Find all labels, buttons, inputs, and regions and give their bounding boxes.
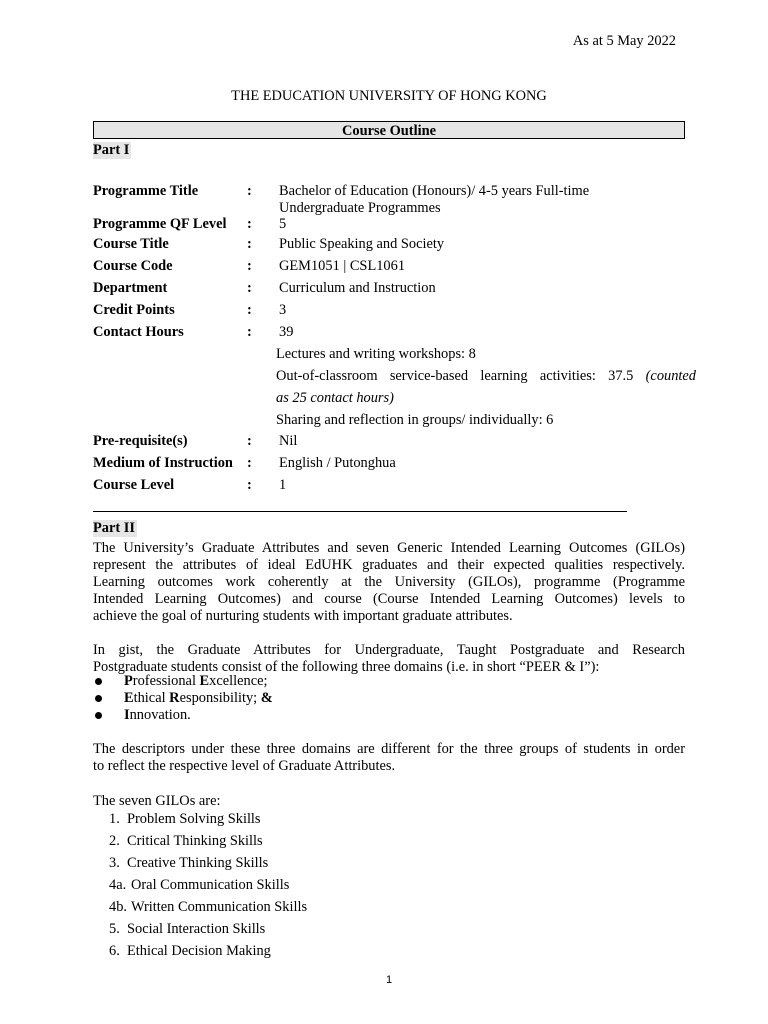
document-date: As at 5 May 2022 <box>572 33 676 49</box>
field-colon: : <box>247 236 252 252</box>
bullet-dot-icon <box>95 712 102 719</box>
field-label: Contact Hours <box>93 324 184 340</box>
field-colon: : <box>247 324 252 340</box>
section-divider <box>93 511 627 512</box>
gilo-number: 2. <box>109 833 120 849</box>
gilo-text: Critical Thinking Skills <box>127 833 263 849</box>
field-value: 39 <box>279 324 294 340</box>
bullet-dot-icon <box>95 695 102 702</box>
gilo-text: Ethical Decision Making <box>127 943 271 959</box>
field-value: English / Putonghua <box>279 455 396 471</box>
paragraph-descriptors <box>93 741 685 775</box>
gilo-number: 4b. <box>109 899 127 915</box>
field-value: 3 <box>279 302 287 318</box>
gilo-number: 3. <box>109 855 120 871</box>
field-colon: : <box>247 216 252 232</box>
gilo-text: Oral Communication Skills <box>131 877 290 893</box>
field-value-line-1: Bachelor of Education (Honours)/ 4-5 years Full-time <box>279 183 590 199</box>
gilo-text: Social Interaction Skills <box>127 921 266 937</box>
paragraph-line: represent the attributes of ideal EdUHK graduates and their expected qualities respectively. <box>93 557 685 573</box>
field-value: 5 <box>279 216 287 232</box>
field-colon: : <box>247 302 252 318</box>
field-label: Credit Points <box>93 302 175 318</box>
paragraph-line: Postgraduate students consist of the following three domains (i.e. in short “PEER & I”): <box>93 659 600 675</box>
field-label: Medium of Instruction <box>93 455 233 471</box>
field-label: Course Code <box>93 258 173 274</box>
field-label: Course Level <box>93 477 175 493</box>
contact-lectures: Lectures and writing workshops: 8 <box>276 346 476 362</box>
field-value: GEM1051 | CSL1061 <box>279 258 406 274</box>
contact-service-learning <box>276 368 696 385</box>
field-colon: : <box>247 280 252 296</box>
field-value: Curriculum and Instruction <box>279 280 436 296</box>
gilo-number: 5. <box>109 921 120 937</box>
paragraph-line: The University’s Graduate Attributes and seven Generic Intended Learning Outcomes (GILOs) <box>93 540 685 556</box>
field-label: Programme Title <box>93 183 199 199</box>
contact-service-main: Out-of-classroom service-based learning activities: 37.5 <box>276 368 634 384</box>
paragraph-line: Intended Learning Outcomes) and course (Course Intended Learning Outcomes) levels to <box>93 591 685 607</box>
contact-service-note: (counted <box>645 368 696 384</box>
bullet-dot-icon <box>95 678 102 685</box>
document-page: As at 5 May 2022 THE EDUCATION UNIVERSITY OF HONG KONG Course Outline Part I Programme Title : Bachelor of Education (Honours)/ 4-5 years Full-time Undergraduate Programmes Programme QF Level : 5 Course Title : Public Speaking and Society Course Code : GEM1051 | CSL1061 Department : Curriculum and Instruction Credit Points : 3 Contact Hours : 39 Lectures and writing workshops: 8 Out-of-classroom service-based learning activities: 37.5 (counted as 25 contact hours) Sharing and reflection in groups/ individually: 6 Pre-requisite(s) : Nil Medium of Instruction : English / Putonghua Course Level : 1 Part II The University’s Graduate Attributes and seven Generic Intended Learning Outcomes (GILOs) represent the attributes of ideal EdUHK graduates and their expected qualities respectively. Learning outcomes work coherently at the University (GILOs), programme (Programme Intended Learning Outcomes) and course (Course Intended Learning Outcomes) levels to achieve the goal of nurturing students with important graduate attributes. In gist, the Graduate Attributes for Undergraduate, Taught Postgraduate and Research Postgraduate students consist of the following three domains (i.e. in short “PEER & I”): Professional Excellence; Ethical Responsibility; & Innovation. The descriptors under these three domains are different for the three groups of students in order to reflect the respective level of Graduate Attributes. The seven GILOs are: 1. Problem Solving Skills 2. Critical Thinking Skills 3. Creative Thinking Skills 4a. Oral Communication Skills 4b. Written Communication Skills 5. Social Interaction Skills 6. Ethical Decision Making 1 <box>0 0 768 1024</box>
field-value-line-2: Undergraduate Programmes <box>279 200 441 216</box>
gilo-text: Creative Thinking Skills <box>127 855 269 871</box>
gilo-text: Problem Solving Skills <box>127 811 261 827</box>
gilo-intro: The seven GILOs are: <box>93 793 221 809</box>
part-2-heading: Part II <box>93 520 135 536</box>
paragraph-in-gist <box>93 642 685 676</box>
paragraph-line: In gist, the Graduate Attributes for Undergraduate, Taught Postgraduate and Research <box>93 642 685 658</box>
field-value: Public Speaking and Society <box>279 236 445 252</box>
paragraph-line: The descriptors under these three domains are different for the three groups of students in order <box>93 741 685 757</box>
paragraph-line: achieve the goal of nurturing students with important graduate attributes. <box>93 608 513 624</box>
course-outline-title: Course Outline <box>93 121 685 139</box>
paragraph-line: to reflect the respective level of Graduate Attributes. <box>93 758 396 774</box>
gilo-number: 4a. <box>109 877 127 893</box>
part-1-heading: Part I <box>93 142 130 158</box>
field-value: Nil <box>279 433 298 449</box>
gilo-number: 1. <box>109 811 120 827</box>
field-colon: : <box>247 477 252 493</box>
field-label: Pre-requisite(s) <box>93 433 188 449</box>
field-colon: : <box>247 455 252 471</box>
contact-service-note-line-2: as 25 contact hours) <box>276 390 394 406</box>
contact-sharing: Sharing and reflection in groups/ individually: 6 <box>276 412 554 428</box>
contact-service-note-cont <box>276 390 696 407</box>
university-name: THE EDUCATION UNIVERSITY OF HONG KONG <box>231 88 547 104</box>
paragraph-line: Learning outcomes work coherently at the University (GILOs), programme (Programme <box>93 574 685 590</box>
gilo-number: 6. <box>109 943 120 959</box>
field-value: 1 <box>279 477 287 493</box>
field-value <box>279 183 699 217</box>
field-label: Department <box>93 280 168 296</box>
gilo-text: Written Communication Skills <box>131 899 308 915</box>
field-label: Programme QF Level <box>93 216 227 232</box>
field-colon: : <box>247 433 252 449</box>
paragraph-graduate-attributes <box>93 540 685 625</box>
page-number: 1 <box>385 974 393 986</box>
field-label: Course Title <box>93 236 169 252</box>
field-colon: : <box>247 258 252 274</box>
field-colon: : <box>247 183 252 199</box>
